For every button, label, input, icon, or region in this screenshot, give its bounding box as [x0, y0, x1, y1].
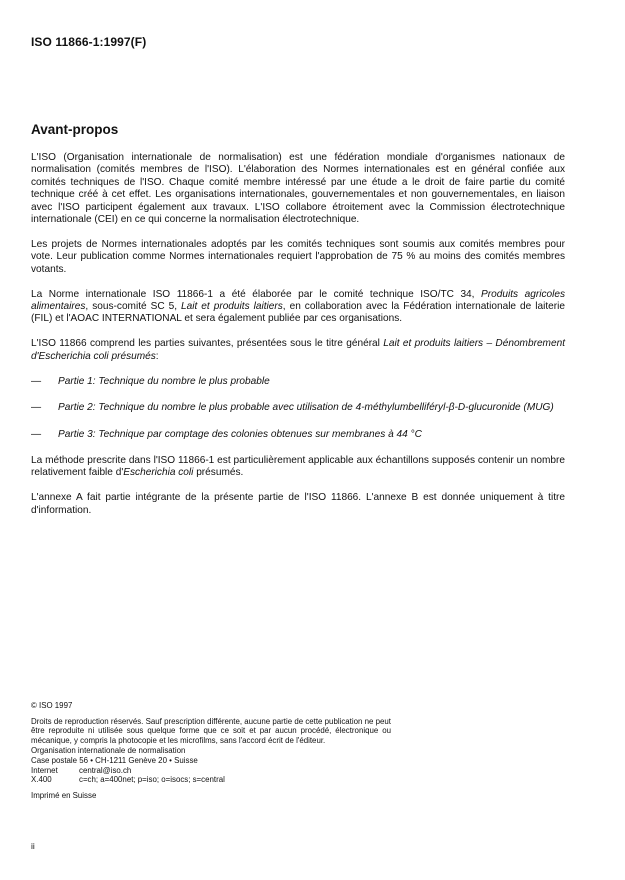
- foreword-body: [31, 152, 565, 530]
- internet-label: Internet: [31, 765, 58, 775]
- part-1: Partie 1: Technique du nombre le plus probable: [58, 375, 270, 387]
- general-title-end: présumés: [108, 350, 156, 362]
- list-item: [31, 376, 565, 388]
- list-item: [31, 402, 565, 414]
- committee-name: Produits agricoles alimentaires: [31, 288, 566, 313]
- page-number: ii: [31, 841, 35, 851]
- printed-in: Imprimé en Suisse: [31, 790, 97, 800]
- postal-address: Case postale 56 • CH-1211 Genève 20 • Suisse: [31, 755, 198, 765]
- general-title: Lait et produits laitiers – Dénombrement d': [31, 338, 565, 362]
- x400-label: X.400: [31, 775, 52, 785]
- internet-address: central@iso.ch: [79, 765, 132, 775]
- text-run: , en collaboration avec la Fédération internationale de laiterie (FIL) et l'AOAC INTERNATIONAL et sera également publiée par ces organisations.: [31, 301, 565, 325]
- text-run: La méthode prescrite dans l'ISO 11866-1 est particulièrement applicable aux échantillons supposés contenir un nombre relativement faible d': [31, 454, 565, 479]
- copyright-line: © ISO 1997: [31, 701, 73, 710]
- organisation-name: Organisation internationale de normalisation: [31, 746, 186, 756]
- x400-address: c=ch; a=400net; p=iso; o=isocs; s=central: [79, 775, 225, 785]
- list-dash: —: [31, 428, 42, 440]
- rights-notice: Droits de reproduction réservés. Sauf prescription différente, aucune partie de cette publication ne peut être reproduite ni utilisée sous quelque forme que ce soit et par aucun procédé, électronique ou mécanique, y compris la photocopie et les microfilms, sans l'accord écrit de l'éditeur.: [31, 716, 391, 745]
- text-run: :: [155, 350, 159, 362]
- text-run: , sous-comité SC 5,: [85, 301, 182, 313]
- document-id: ISO 11866-1:1997(F): [31, 35, 147, 49]
- text-run: L'ISO 11866 comprend les parties suivantes, présentées sous le titre général: [31, 338, 384, 350]
- x400-row: [31, 775, 391, 785]
- species-name: Escherichia coli: [38, 350, 109, 362]
- paragraph-method: [31, 455, 565, 480]
- list-item: [31, 429, 565, 441]
- paragraph-iso-intro: L'ISO (Organisation internationale de normalisation) est une fédération mondiale d'organismes nationaux de normalisation (comités membres de l'ISO). L'élaboration des Normes internationales est en général confiée aux comités techniques de l'ISO. Chaque comité membre intéressé par une étude a le droit de faire partie du comité technique créé à cet effet. Les organisations internationales, gouvernementales et non gouvernementales, en liaison avec l'ISO participent également aux travaux. L'ISO collabore étroitement avec la Commission électrotechnique internationale (CEI) en ce qui concerne la normalisation électrotechnique.: [31, 152, 565, 226]
- section-title: Avant-propos: [31, 122, 119, 137]
- text-run: La Norme internationale ISO 11866-1 a été élaborée par le comité technique ISO/TC 34,: [31, 288, 482, 300]
- paragraph-elaboration: [31, 289, 565, 326]
- subcommittee-name: Lait et produits laitiers: [181, 301, 283, 313]
- copyright-block: [31, 701, 391, 800]
- list-dash: —: [31, 375, 42, 387]
- part-2: Partie 2: Technique du nombre le plus probable avec utilisation de 4-méthylumbelliféryl-β-D-glucuronide (MUG): [58, 402, 554, 414]
- paragraph-voting: Les projets de Normes internationales adoptés par les comités techniques sont soumis aux comités membres pour vote. Leur publication comme Normes internationales requiert l'approbation de 75 % au moins des comités membres votants.: [31, 238, 565, 275]
- paragraph-annexes: L'annexe A fait partie intégrante de la présente partie de l'ISO 11866. L'annexe B est donnée uniquement à titre d'information.: [31, 492, 565, 516]
- internet-row: [31, 766, 391, 776]
- species-name: Escherichia coli: [123, 467, 194, 479]
- part-3: Partie 3: Technique par comptage des colonies obtenues sur membranes à 44 °C: [58, 428, 422, 440]
- text-run: présumés.: [193, 467, 244, 479]
- paragraph-parts-intro: [31, 338, 565, 363]
- list-dash: —: [31, 402, 42, 414]
